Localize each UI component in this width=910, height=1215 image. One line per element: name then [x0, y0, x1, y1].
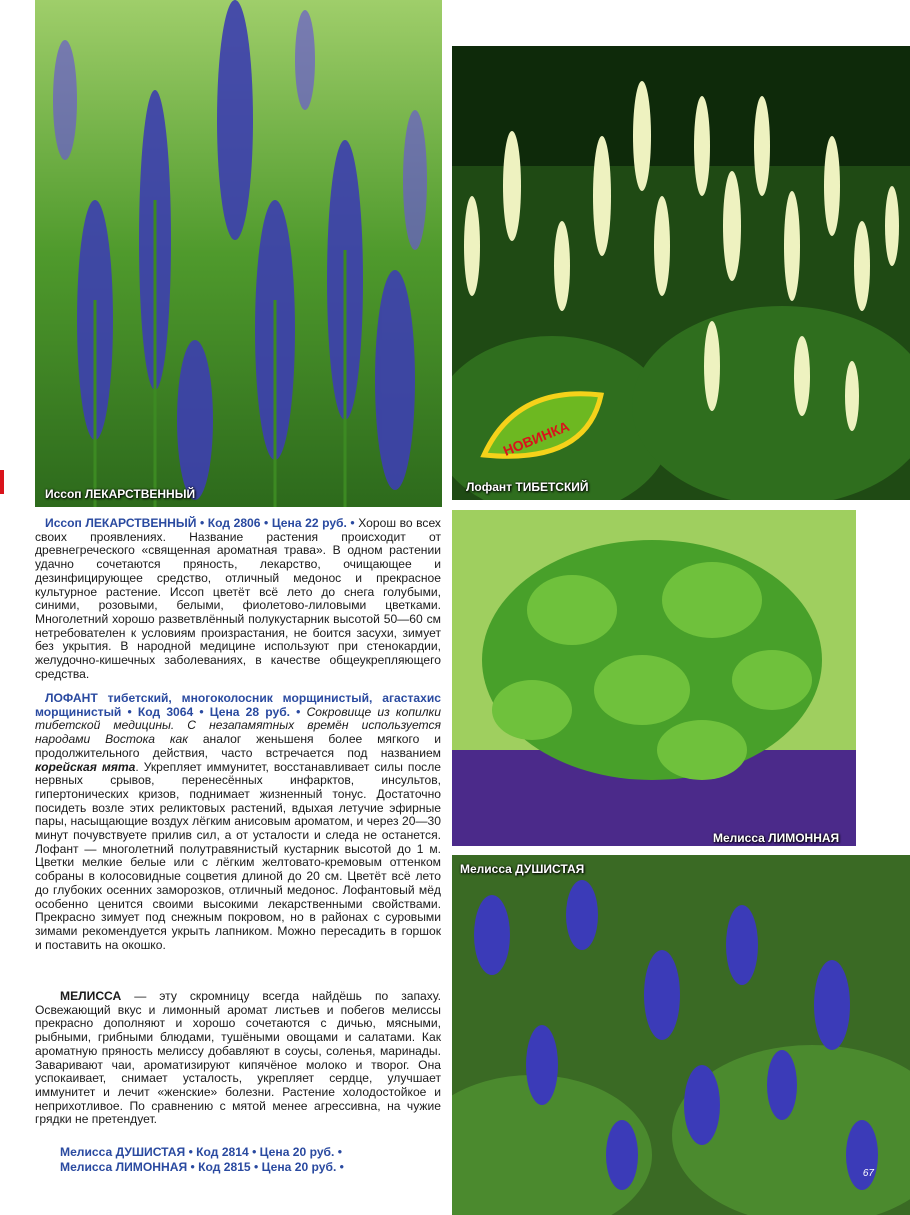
order-line-lemon: Мелисса ЛИМОННАЯ • Код 2815 • Цена 20 руб. • [60, 1160, 344, 1174]
order-line-fragrant: Мелисса ДУШИСТАЯ • Код 2814 • Цена 20 руб. • [60, 1145, 342, 1159]
new-badge-label: НОВИНКА [500, 417, 572, 459]
melissa-title: МЕЛИССА [60, 989, 122, 1003]
new-badge-icon [476, 385, 606, 485]
lophant-description-1: аналог женьшеня более мягкого и продолжительного действия, часто встречается под названием [35, 732, 441, 760]
lophant-highlight: корейская мята [35, 759, 136, 774]
lemon-balm-photo [452, 510, 856, 846]
lophant-section [35, 692, 441, 952]
melissa-fragrant-photo [452, 855, 910, 1215]
melissa-description: — эту скромницу всегда найдёшь по запаху. Освежающий вкус и лимонный аромат листьев и побегов мелиссы прекрасно дополняют и хорошо сочетаются с дичью, мясными, рыбными, грибными блюдами, тушёными овощами и салатами. Как ароматную пряность мелиссу добавляют в соусы, соленья, маринады. Заваривают чаи, ароматизируют кипячёное молоко и творог. Она успокаивает, снимает усталость, укрепляет сердце, улучшает иммунитет и лечит «женские» болезни. Растение холодостойкое и неприхотливое. По сравнению с мятой менее агрессивна, на чужие грядки не претендует. [35, 989, 441, 1127]
page-number: 67 [862, 1168, 874, 1179]
hyssop-photo [35, 0, 442, 507]
lophant-title: ЛОФАНТ тибетский, многоколосник морщинистый, агастахис морщинистый [35, 691, 441, 719]
lophant-code: • Код 3064 • Цена 28 руб. • [127, 704, 301, 719]
hyssop-caption: Иссоп ЛЕКАРСТВЕННЫЙ [45, 487, 196, 501]
melissa-section [35, 990, 441, 1127]
page-marker [0, 470, 4, 494]
lophant-caption: Лофант ТИБЕТСКИЙ [466, 480, 589, 494]
melissa-fragrant-caption: Мелисса ДУШИСТАЯ [460, 862, 585, 876]
hyssop-description: Хорош во всех своих проявлениях. Название растения происходит от древнегреческого «священная ароматная трава». В одном растении удачно сочетаются пряность, лекарство, очищающее и дезинфицирующее средство, отличный медонос и прекрасное культурное растение. Иссоп цветёт всё лето до снега голубыми, синими, розовыми, белыми, фиолетово-лиловыми цветками. Многолетний хорошо разветвлённый полукустарник высотой 50—60 см нетребователен к условиям произрастания, не боится засухи, зимует без укрытия. В народной медицине используют при стенокардии, желудочно-кишечных заболеваниях, в качестве общеукрепляющего средства. [35, 516, 441, 681]
hyssop-section [35, 517, 441, 681]
hyssop-title: Иссоп ЛЕКАРСТВЕННЫЙ • Код 2806 • Цена 22 руб. • [45, 516, 355, 530]
lemon-balm-caption: Мелисса ЛИМОННАЯ [713, 831, 840, 845]
lophant-description-2: . Укрепляет иммунитет, восстанавливает силы после нервных срывов, перенесённых инфарктов, инсультов, гипертонических кризов, поднимает жизненный тонус. Достаточно посидеть возле этих реликтовых растений, вдыхая летучие эфирные пары, насыщающие воздух лёгким анисовым ароматом, и через 20—30 минут почувствуете прилив сил, а от усталости и следа не останется. Лофант — многолетний полутравянистый кустарник высотой до 1 м. Цветки мелкие белые или с лёгким желтовато-кремовым оттенком собраны в колосовидные соцветия длиной до 20 см. Цветёт всё лето до глубоких осенних заморозков, отличный медонос. Лофантовый мёд особенно ценится своими высокими лекарственными свойствами. Прекрасно зимует под снежным покровом, но в районах с суровыми зимами рекомендуется укрыть лапником. Можно пересадить в горшок и поставить на окошко. [35, 759, 442, 952]
lophant-intro: Сокровище из копилки тибетской медицины. С незапамятных времён используется народами Востока как [35, 704, 441, 747]
